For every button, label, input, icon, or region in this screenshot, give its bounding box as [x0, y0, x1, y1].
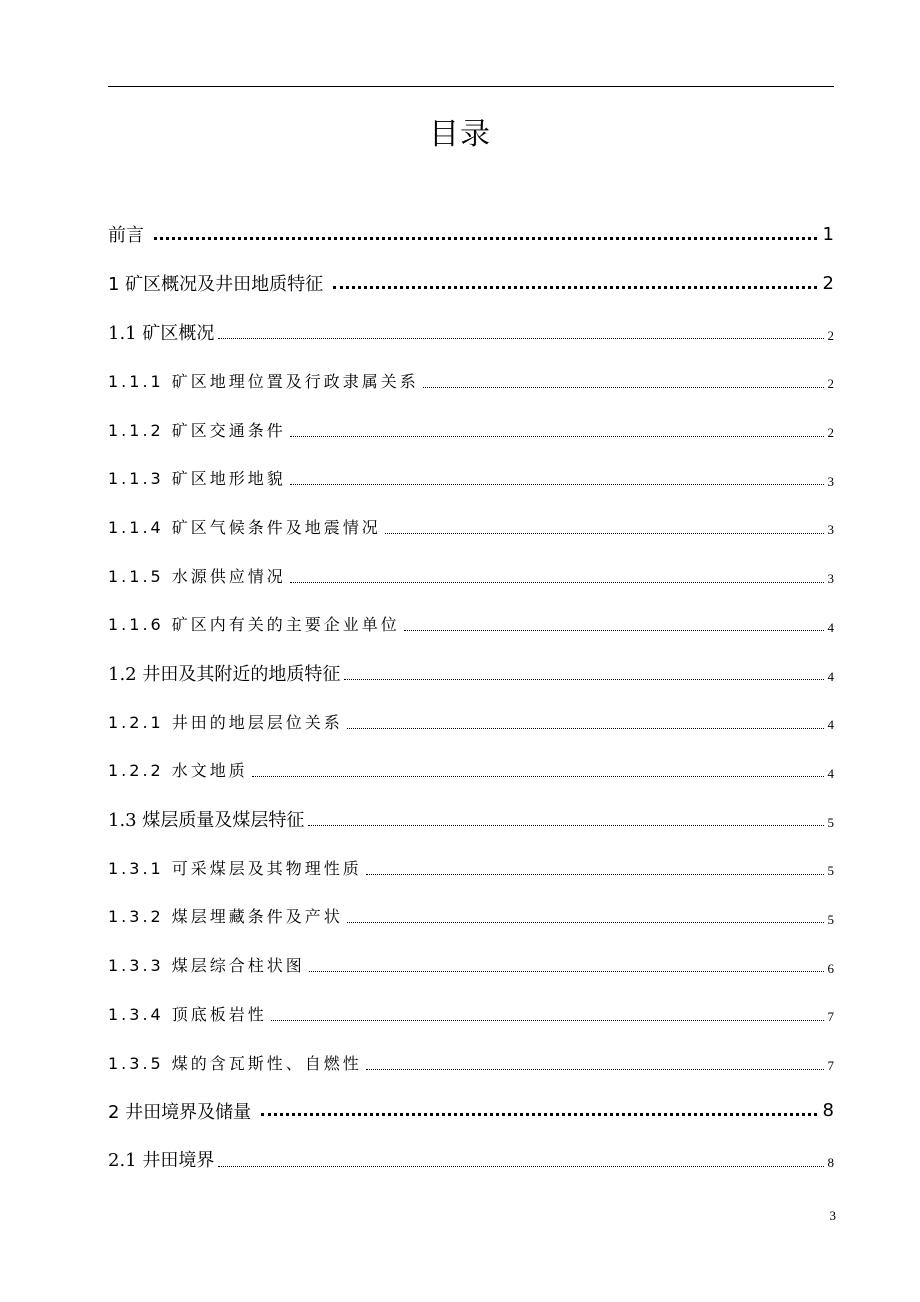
toc-entry-label: 1.2 井田及其附近的地质特征: [108, 663, 341, 685]
toc-entry-label: 前言: [108, 225, 144, 247]
toc-entry-page: 7: [827, 1058, 834, 1074]
toc-dot-leader: [218, 338, 823, 339]
toc-entry-label: 2.1 井田境界: [108, 1150, 215, 1172]
toc-entry-label: 1.3.3 煤层综合柱状图: [108, 956, 305, 976]
toc-entry-label: 1.3.5 煤的含瓦斯性、自燃性: [108, 1053, 362, 1073]
toc-entry[interactable]: [108, 259, 834, 308]
toc-entry[interactable]: [108, 794, 834, 843]
toc-entry-label: 2 井田境界及储量: [108, 1101, 252, 1123]
toc-entry[interactable]: [108, 600, 834, 649]
toc-entry[interactable]: [108, 502, 834, 551]
toc-entry-label: 1.1.3 矿区地形地貌: [108, 469, 286, 489]
toc-entry-page: 1: [822, 223, 834, 245]
toc-entry[interactable]: [108, 940, 834, 989]
toc-entry-page: 7: [827, 1009, 834, 1025]
toc-entry[interactable]: [108, 1038, 834, 1087]
toc-entry-page: 8: [822, 1100, 834, 1122]
toc-dot-leader: [290, 582, 824, 583]
toc-entry-label: 1.1.5 水源供应情况: [108, 566, 286, 586]
page-title: 目录: [429, 117, 491, 152]
toc-entry-page: 3: [827, 522, 834, 538]
toc-entry-page: 3: [827, 473, 834, 489]
toc-entry-label: 1.3.4 顶底板岩性: [108, 1004, 267, 1024]
toc-dot-leader: [290, 436, 824, 437]
toc-entry-label: 1.3.1 可采煤层及其物理性质: [108, 858, 362, 878]
toc-entry-label: 1 矿区概况及井田地质特征: [108, 274, 324, 296]
toc-dot-leader: [423, 387, 824, 388]
toc-entry-label: 1.1 矿区概况: [108, 322, 215, 344]
toc-dot-leader: [154, 237, 817, 240]
toc-entry[interactable]: [108, 453, 834, 502]
toc-entry-page: 6: [827, 960, 834, 976]
toc-dot-leader: [385, 533, 824, 534]
toc-entry[interactable]: [108, 989, 834, 1038]
toc-entry[interactable]: [108, 551, 834, 600]
toc-entry-label: 1.1.2 矿区交通条件: [108, 420, 286, 440]
toc-dot-leader: [261, 1113, 816, 1116]
toc-entry-page: 2: [827, 327, 834, 343]
toc-entry-page: 4: [827, 619, 834, 635]
toc-dot-leader: [366, 874, 824, 875]
toc-dot-leader: [309, 971, 824, 972]
header-rule: [108, 86, 834, 87]
toc-entry-page: 4: [827, 668, 834, 684]
toc-entry-page: 2: [822, 272, 834, 294]
table-of-contents: [108, 210, 834, 1184]
toc-entry[interactable]: [108, 746, 834, 795]
toc-dot-leader: [290, 484, 824, 485]
toc-dot-leader: [404, 630, 824, 631]
toc-entry-label: 1.1.6 矿区内有关的主要企业单位: [108, 615, 400, 635]
toc-entry-page: 3: [827, 571, 834, 587]
toc-entry[interactable]: [108, 843, 834, 892]
toc-entry-page: 4: [827, 765, 834, 781]
toc-entry-label: 1.3.2 煤层埋藏条件及产状: [108, 907, 343, 927]
toc-entry[interactable]: [108, 210, 834, 259]
toc-dot-leader: [252, 776, 824, 777]
toc-entry-page: 5: [827, 911, 834, 927]
page-number: 3: [829, 1208, 836, 1223]
toc-dot-leader: [344, 679, 823, 680]
toc-dot-leader: [347, 728, 824, 729]
toc-entry-label: 1.1.1 矿区地理位置及行政隶属关系: [108, 371, 419, 391]
toc-entry-label: 1.1.4 矿区气候条件及地震情况: [108, 517, 381, 537]
toc-entry-page: 5: [827, 863, 834, 879]
toc-entry-page: 2: [827, 376, 834, 392]
toc-entry-label: 1.2.1 井田的地层层位关系: [108, 712, 343, 732]
toc-entry-label: 1.3 煤层质量及煤层特征: [108, 809, 305, 831]
toc-entry-page: 5: [827, 814, 834, 830]
toc-dot-leader: [333, 286, 816, 289]
toc-entry-page: 8: [827, 1155, 834, 1171]
toc-dot-leader: [347, 922, 824, 923]
toc-entry-page: 2: [827, 425, 834, 441]
toc-entry[interactable]: [108, 892, 834, 941]
toc-entry[interactable]: [108, 1086, 834, 1135]
toc-entry[interactable]: [108, 405, 834, 454]
toc-entry-label: 1.2.2 水文地质: [108, 761, 248, 781]
toc-entry[interactable]: [108, 648, 834, 697]
toc-dot-leader: [308, 825, 823, 826]
toc-dot-leader: [271, 1020, 824, 1021]
toc-dot-leader: [366, 1069, 824, 1070]
toc-entry[interactable]: [108, 356, 834, 405]
toc-entry-page: 4: [827, 717, 834, 733]
toc-dot-leader: [218, 1166, 823, 1167]
toc-entry[interactable]: [108, 697, 834, 746]
toc-entry[interactable]: [108, 307, 834, 356]
toc-entry[interactable]: [108, 1135, 834, 1184]
